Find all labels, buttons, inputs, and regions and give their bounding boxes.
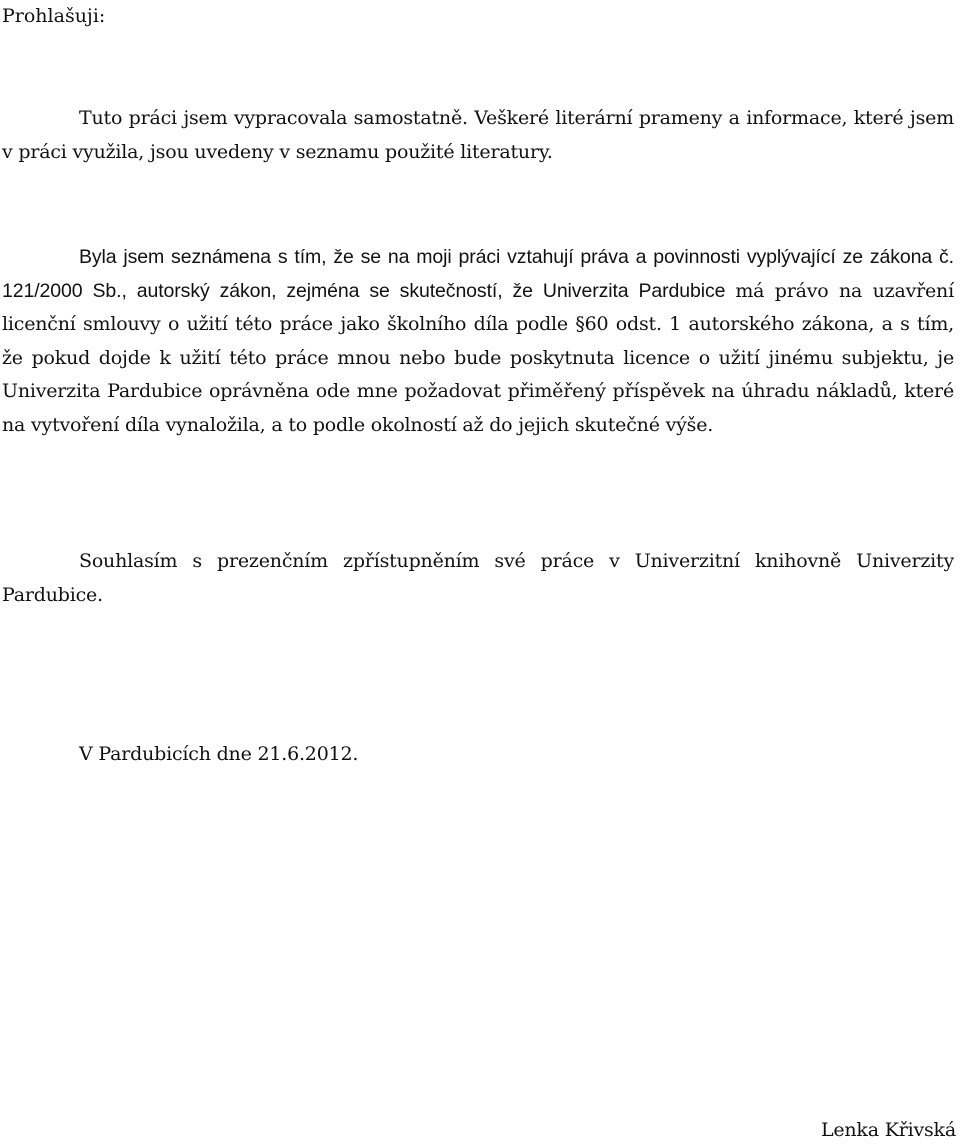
originality-paragraph: Tuto práci jsem vypracovala samostatně. Veškeré literární prameny a informace, které jsem v práci využila, jsou uvedeny v seznamu použité literatury. xyxy=(2,107,954,163)
place-and-date: V Pardubicích dne 21.6.2012. xyxy=(79,743,359,765)
copyright-paragraph-part-b: má právo na uzavření licenční smlouvy o užití této práce jako školního díla podle §60 odst. 1 autorského zákona, a s tím, že pokud dojde k užití této práce mnou nebo bude poskytnuta licence o užití jinému subjektu, je Univerzita Pardubice oprávněna ode mne požadovat přiměřený příspěvek na úhradu nákladů, které na vytvoření díla vynaložila, a to podle okolností až do jejich skutečné výše. xyxy=(2,279,954,436)
copyright-paragraph xyxy=(2,241,954,442)
author-signature: Lenka Křivská xyxy=(820,1119,956,1141)
declaration-heading: Prohlašuji: xyxy=(2,5,106,27)
copyright-paragraph-part-a: Byla jsem seznámena s tím, že se na moji práci vztahují práva a povinnosti vyplývající ze zákona č. 121/2000 Sb., autorský zákon, zejména se skutečností, že Univerzita Pardubice xyxy=(2,246,954,302)
library-consent-paragraph: Souhlasím s prezenčním zpřístupněním své práce v Univerzitní knihovně Univerzity Pardubice. xyxy=(2,550,954,606)
